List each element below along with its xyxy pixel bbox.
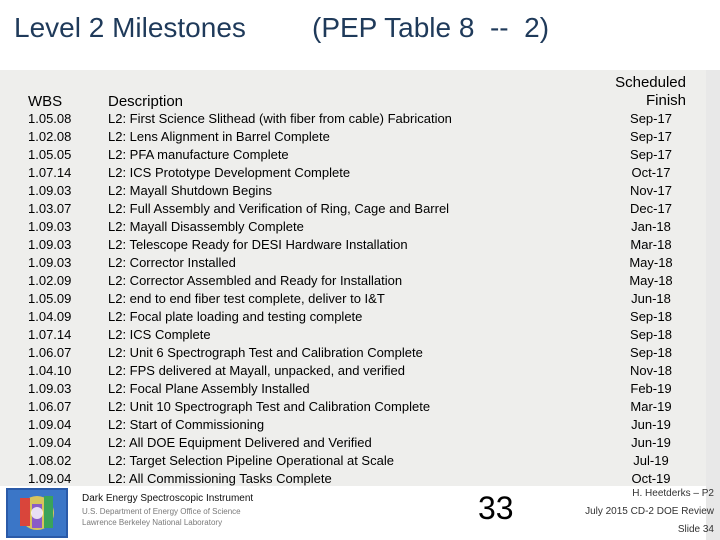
- table-row: [28, 452, 686, 470]
- cell-finish: [578, 398, 686, 416]
- cell-finish: [578, 182, 686, 200]
- cell-description: L2: Target Selection Pipeline Operational at Scale: [108, 453, 394, 468]
- cell-wbs: 1.05.05: [28, 147, 72, 162]
- cell-wbs: 1.08.02: [28, 453, 72, 468]
- cell-description: L2: Focal plate loading and testing complete: [108, 309, 363, 324]
- cell-description: L2: Corrector Assembled and Ready for Installation: [108, 273, 403, 288]
- cell-finish: [578, 326, 686, 344]
- milestones-table: [28, 70, 686, 488]
- header-finish-line1: Scheduled: [615, 74, 686, 91]
- cell-finish: [578, 218, 686, 236]
- table-row: [28, 326, 686, 344]
- cell-finish-value: Jan-18: [631, 219, 671, 234]
- cell-wbs: 1.05.09: [28, 291, 72, 306]
- cell-wbs: 1.04.09: [28, 309, 72, 324]
- cell-wbs: 1.09.04: [28, 471, 72, 486]
- cell-finish-value: Sep-17: [630, 111, 672, 126]
- cell-description: L2: Focal Plane Assembly Installed: [108, 381, 310, 396]
- table-row: [28, 182, 686, 200]
- table-row: [28, 110, 686, 128]
- cell-finish: [578, 290, 686, 308]
- org-name: Dark Energy Spectroscopic Instrument: [82, 493, 254, 504]
- cell-description: L2: ICS Prototype Development Complete: [108, 165, 351, 180]
- cell-wbs: 1.06.07: [28, 399, 72, 414]
- cell-description: L2: Unit 6 Spectrograph Test and Calibration Complete: [108, 345, 423, 360]
- table-row: [28, 308, 686, 326]
- table-row: [28, 236, 686, 254]
- cell-finish-value: Oct-17: [631, 165, 671, 180]
- table-row: [28, 164, 686, 182]
- presenter: H. Heetderks – P2: [632, 488, 714, 499]
- cell-wbs: 1.07.14: [28, 327, 72, 342]
- cell-description: L2: end to end fiber test complete, deliver to I&T: [108, 291, 385, 306]
- cell-wbs: 1.09.03: [28, 255, 72, 270]
- table-row: [28, 218, 686, 236]
- cell-finish: [578, 434, 686, 452]
- table-body: [28, 110, 686, 488]
- table-row: [28, 344, 686, 362]
- cell-finish: [578, 146, 686, 164]
- cell-wbs: 1.09.03: [28, 381, 72, 396]
- cell-description: L2: ICS Complete: [108, 327, 211, 342]
- table-row: [28, 146, 686, 164]
- table-row: [28, 380, 686, 398]
- cell-description: L2: FPS delivered at Mayall, unpacked, and verified: [108, 363, 406, 378]
- cell-finish-value: Nov-18: [630, 363, 672, 378]
- cell-finish-value: Mar-18: [630, 237, 672, 252]
- cell-finish-value: May-18: [629, 255, 673, 270]
- cell-finish-value: Sep-17: [630, 129, 672, 144]
- org-department: U.S. Department of Energy Office of Science: [82, 507, 241, 516]
- cell-wbs: 1.02.09: [28, 273, 72, 288]
- table-row: [28, 290, 686, 308]
- cell-wbs: 1.04.10: [28, 363, 72, 378]
- cell-finish: [578, 236, 686, 254]
- cell-description: L2: Mayall Disassembly Complete: [108, 219, 304, 234]
- cell-description: L2: Telescope Ready for DESI Hardware Installation: [108, 237, 408, 252]
- table-row: [28, 434, 686, 452]
- cell-wbs: 1.02.08: [28, 129, 72, 144]
- cell-description: L2: All Commissioning Tasks Complete: [108, 471, 332, 486]
- table-row: [28, 128, 686, 146]
- cell-finish: [578, 416, 686, 434]
- cell-finish: [578, 452, 686, 470]
- cell-finish-value: Nov-17: [630, 183, 672, 198]
- cell-finish: [578, 380, 686, 398]
- cell-description: L2: PFA manufacture Complete: [108, 147, 289, 162]
- cell-finish-value: Oct-19: [631, 471, 671, 486]
- cell-finish: [578, 362, 686, 380]
- slide-title-reference: (PEP Table 8 -- 2): [312, 12, 550, 43]
- header-wbs: WBS: [28, 93, 63, 110]
- table-row: [28, 200, 686, 218]
- cell-finish-value: Sep-18: [630, 345, 672, 360]
- table-row: [28, 272, 686, 290]
- header-finish-line2: Finish: [645, 92, 686, 109]
- cell-wbs: 1.09.04: [28, 417, 72, 432]
- header-description: Description: [108, 93, 184, 110]
- cell-finish-value: May-18: [629, 273, 673, 288]
- cell-wbs: 1.09.04: [28, 435, 72, 450]
- table-header-row: [28, 70, 686, 110]
- cell-finish: [578, 272, 686, 290]
- cell-finish-value: Jul-19: [633, 453, 669, 468]
- page-number: 33: [478, 490, 514, 526]
- cell-wbs: 1.09.03: [28, 237, 72, 252]
- cell-finish: [578, 128, 686, 146]
- table-row: [28, 254, 686, 272]
- cell-description: L2: All DOE Equipment Delivered and Verified: [108, 435, 372, 450]
- cell-description: L2: Mayall Shutdown Begins: [108, 183, 273, 198]
- table-row: [28, 398, 686, 416]
- cell-finish-value: Mar-19: [630, 399, 672, 414]
- cell-finish: [578, 200, 686, 218]
- cell-description: L2: Start of Commissioning: [108, 417, 265, 432]
- cell-wbs: 1.09.03: [28, 183, 72, 198]
- cell-finish: [578, 110, 686, 128]
- slide-number: Slide 34: [677, 524, 714, 535]
- cell-finish-value: Jun-19: [631, 417, 671, 432]
- cell-finish-value: Sep-18: [630, 309, 672, 324]
- table-row: [28, 416, 686, 434]
- cell-description: L2: Lens Alignment in Barrel Complete: [108, 129, 330, 144]
- cell-wbs: 1.09.03: [28, 219, 72, 234]
- cell-description: L2: Corrector Installed: [108, 255, 236, 270]
- cell-wbs: 1.06.07: [28, 345, 72, 360]
- cell-finish-value: Sep-17: [630, 147, 672, 162]
- side-bar: [706, 70, 720, 540]
- cell-finish-value: Feb-19: [630, 381, 672, 396]
- cell-finish: [578, 308, 686, 326]
- cell-description: L2: First Science Slithead (with fiber from cable) Fabrication: [108, 111, 452, 126]
- event-name: July 2015 CD-2 DOE Review: [585, 506, 714, 517]
- desi-logo-icon: [6, 488, 68, 538]
- cell-wbs: 1.05.08: [28, 111, 72, 126]
- cell-finish-value: Sep-18: [630, 327, 672, 342]
- cell-wbs: 1.07.14: [28, 165, 72, 180]
- cell-finish-value: Dec-17: [630, 201, 672, 216]
- cell-description: L2: Unit 10 Spectrograph Test and Calibration Complete: [108, 399, 431, 414]
- footer: [0, 486, 720, 540]
- cell-finish: [578, 254, 686, 272]
- org-lab: Lawrence Berkeley National Laboratory: [82, 518, 223, 527]
- cell-description: L2: Full Assembly and Verification of Ring, Cage and Barrel: [108, 201, 450, 216]
- cell-finish: [578, 344, 686, 362]
- cell-finish-value: Jun-18: [631, 291, 671, 306]
- table-row: [28, 362, 686, 380]
- cell-finish: [578, 164, 686, 182]
- header-scheduled-finish: [578, 70, 686, 110]
- cell-wbs: 1.03.07: [28, 201, 72, 216]
- slide-title: Level 2 Milestones: [14, 12, 246, 43]
- cell-finish-value: Jun-19: [631, 435, 671, 450]
